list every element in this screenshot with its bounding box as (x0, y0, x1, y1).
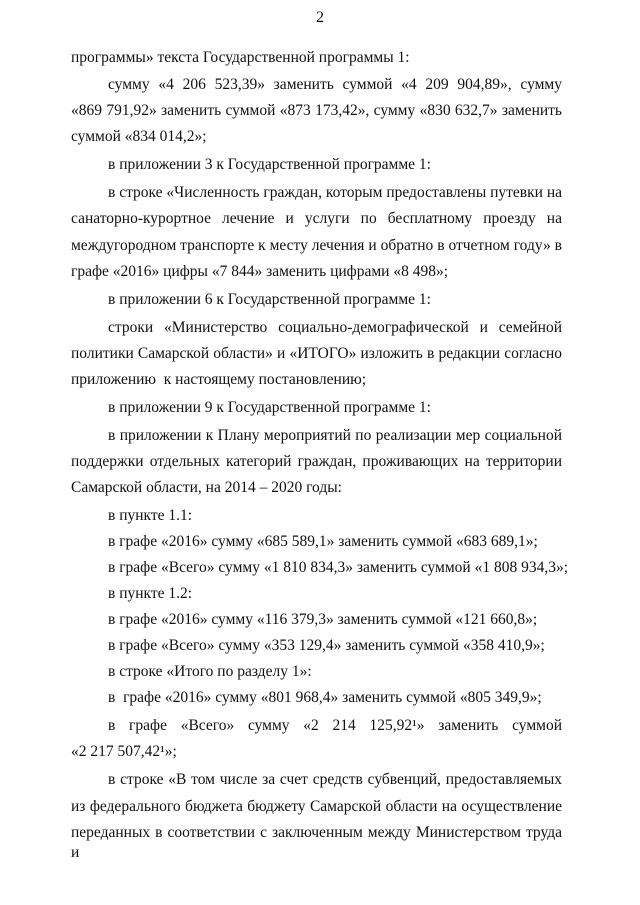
text-line: в приложении 9 к Государственной программе 1: (108, 399, 431, 416)
text-line: санаторно-курортное лечение и услуги по бесплатному проезду на (71, 210, 562, 227)
text-line: суммой «834 014,2»; (71, 128, 207, 145)
text-line: в графе «2016» сумму «801 968,4» заменить суммой «805 349,9»; (108, 689, 542, 706)
text-line: поддержки отдельных категорий граждан, проживающих на территории (71, 453, 562, 470)
text-line: в пункте 1.2: (108, 585, 193, 602)
text-line: приложению к настоящему постановлению; (71, 371, 367, 388)
text-line: междугородном транспорте к месту лечения и обратно в отчетном году» в (71, 237, 562, 254)
text-line: в графе «2016» сумму «116 379,3» заменить суммой «121 660,8»; (108, 611, 538, 628)
text-line: графе «2016» цифры «7 844» заменить цифрами «8 498»; (71, 263, 449, 280)
text-line: в приложении к Плану мероприятий по реализации мер социальной (108, 427, 562, 444)
text-line: строки «Министерство социально-демографической и семейной (108, 319, 562, 336)
text-line: в графе «Всего» сумму «2 214 125,92¹» заменить суммой (108, 717, 562, 734)
text-line: в графе «Всего» сумму «1 810 834,3» заменить суммой «1 808 934,3»; (108, 559, 569, 576)
text-line: «2 217 507,42¹»; (71, 743, 177, 760)
text-line: в строке «Численность граждан, которым предоставлены путевки на (108, 184, 563, 201)
text-line: в графе «Всего» сумму «353 129,4» заменить суммой «358 410,9»; (108, 637, 545, 654)
text-line: в приложении 6 к Государственной программе 1: (108, 291, 431, 308)
text-line: в строке «Итого по разделу 1»: (108, 663, 312, 680)
text-line: в приложении 3 к Государственной программе 1: (108, 156, 431, 173)
text-line: в графе «2016» сумму «685 589,1» заменить суммой «683 689,1»; (108, 533, 538, 550)
text-line: переданных в соответствии с заключенным между Министерством труда и (71, 824, 562, 861)
page-number: 2 (316, 9, 324, 26)
text-line: из федерального бюджета бюджету Самарской области на осуществление (71, 798, 562, 815)
text-line: политики Самарской области» и «ИТОГО» изложить в редакции согласно (71, 345, 562, 362)
text-line: в строке «В том числе за счет средств субвенций, предоставляемых (108, 771, 562, 788)
text-line: в пункте 1.1: (108, 507, 193, 524)
text-line: Самарской области, на 2014 – 2020 годы: (71, 479, 342, 496)
text-line: сумму «4 206 523,39» заменить суммой «4 209 904,89», сумму (108, 76, 562, 93)
text-line: «869 791,92» заменить суммой «873 173,42», сумму «830 632,7» заменить (71, 102, 562, 119)
text-line: программы» текста Государственной программы 1: (71, 49, 410, 66)
